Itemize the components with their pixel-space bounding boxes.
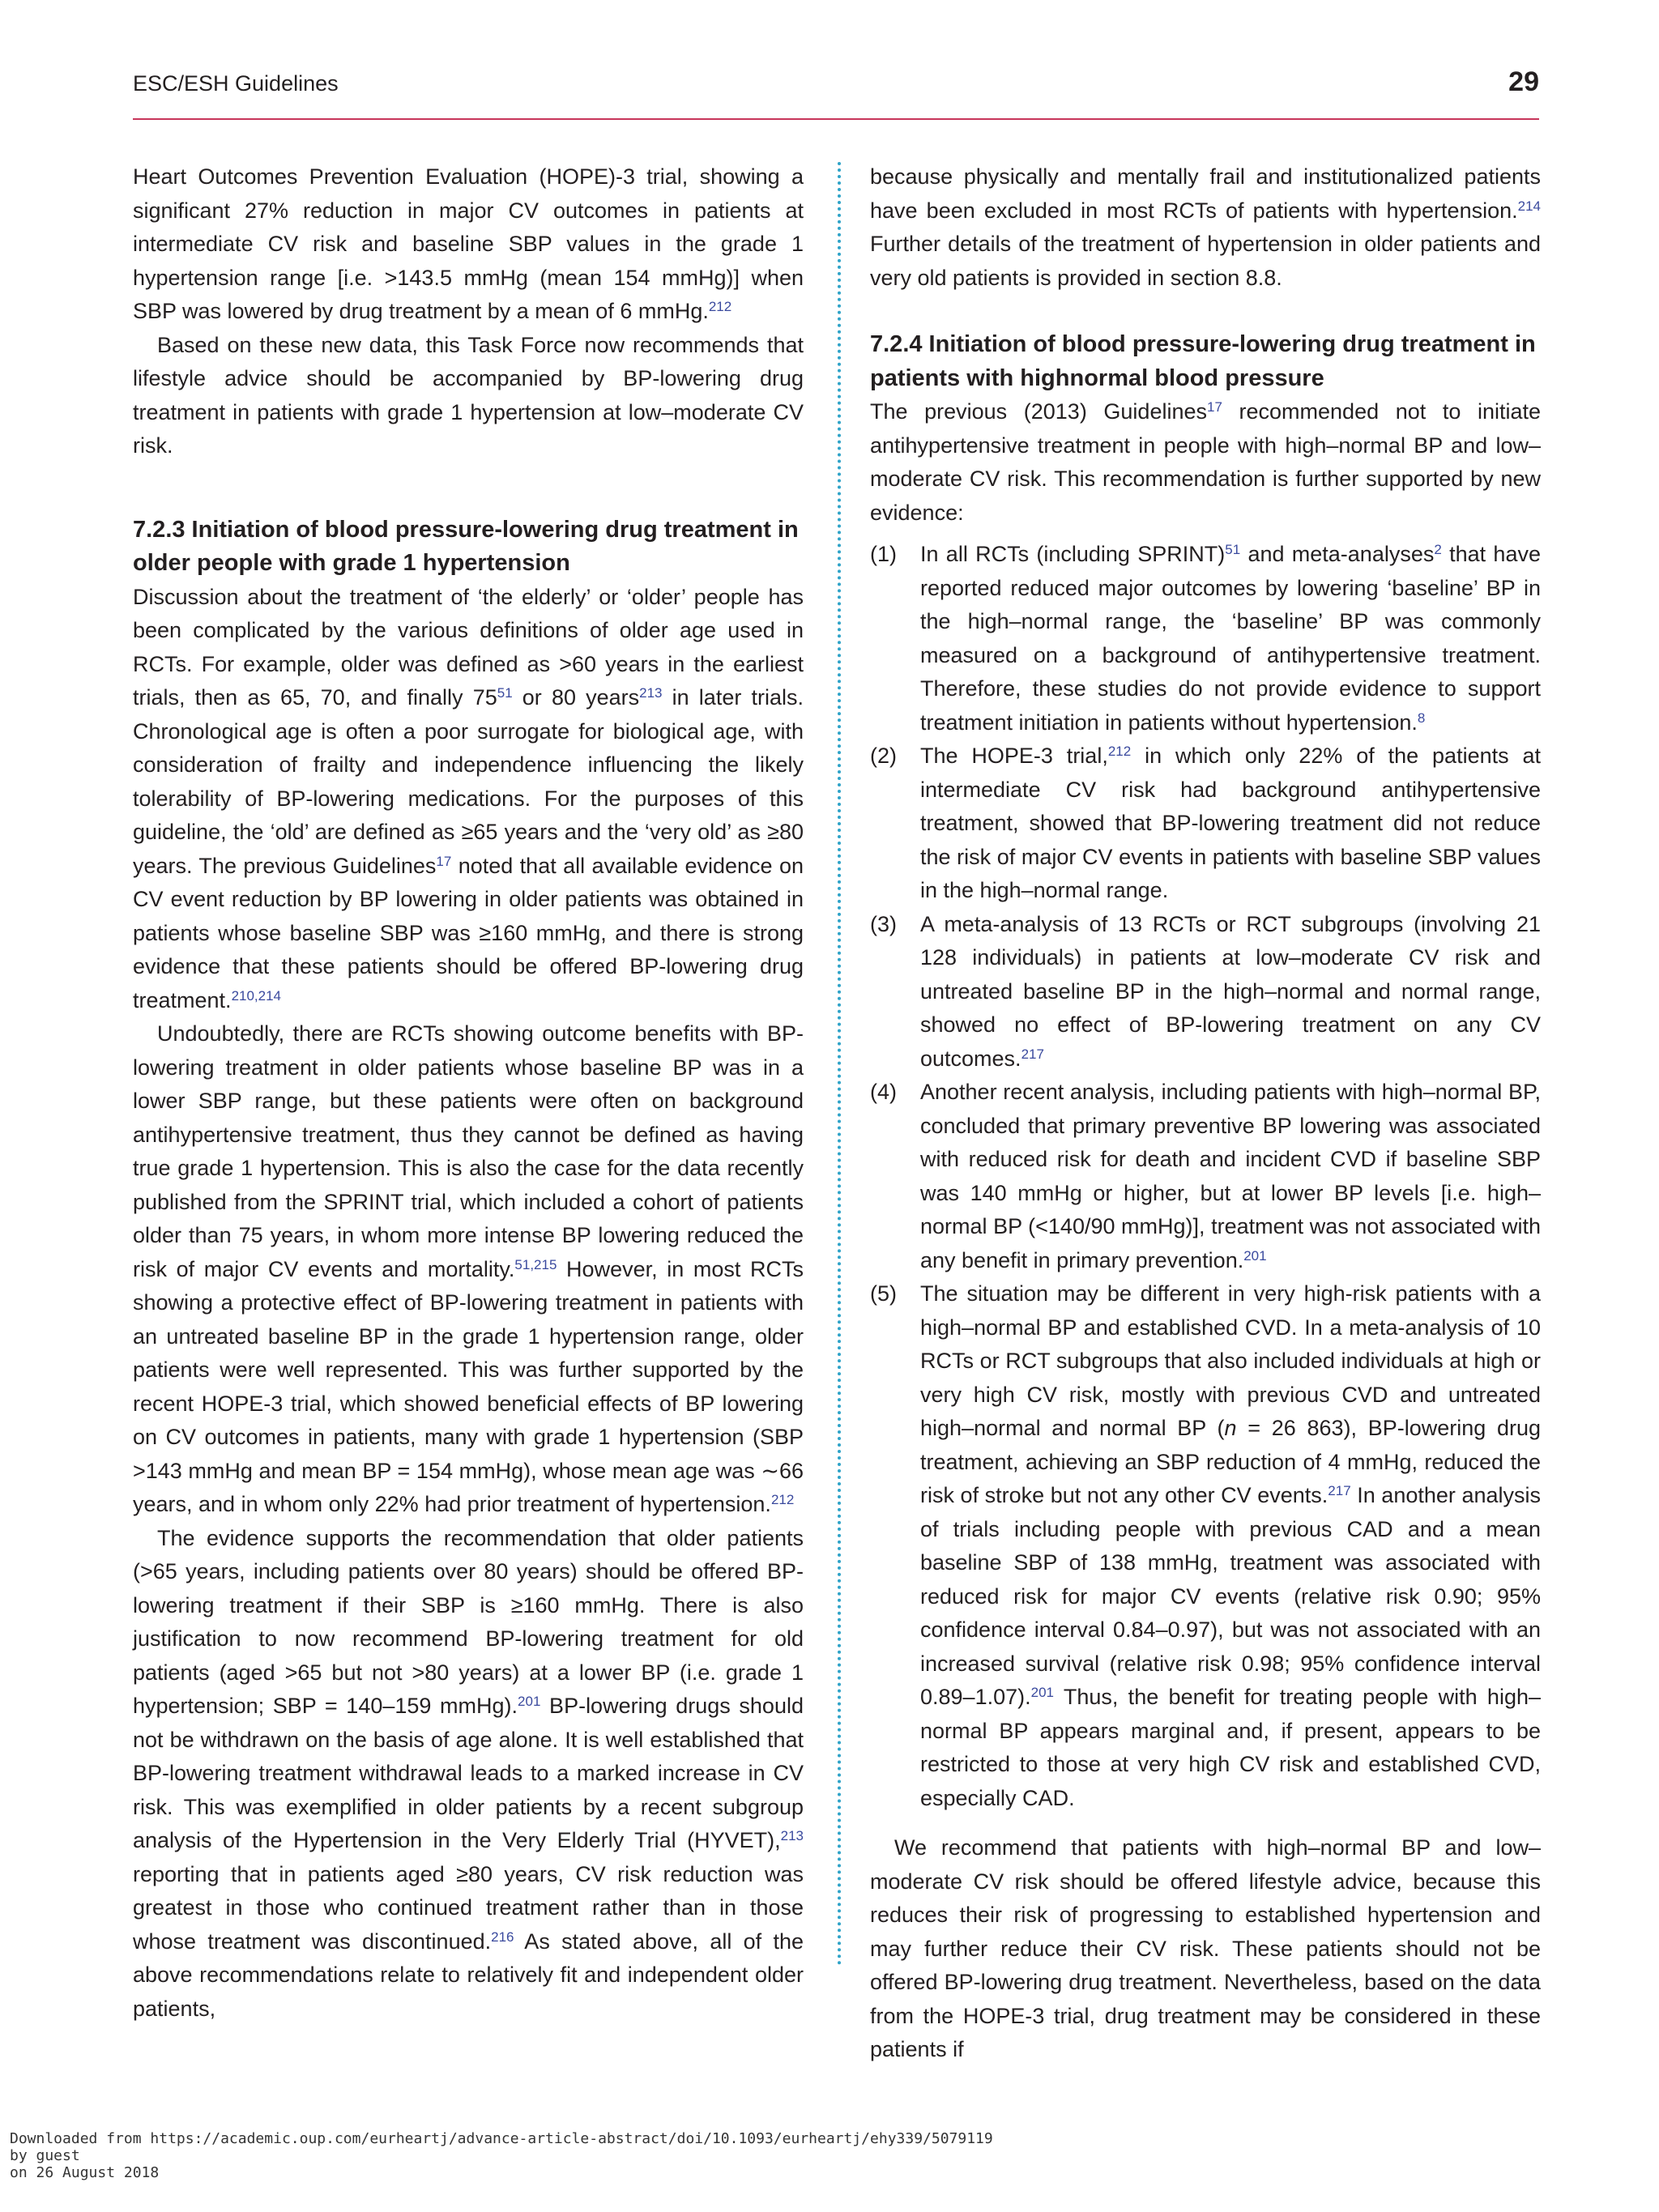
evidence-list (870, 538, 1541, 1815)
reference-link[interactable]: 212 (708, 299, 732, 314)
paragraph: Based on these new data, this Task Force now recommends that lifestyle advice should be accompanied by BP-lowering drug treatment in patients with grade 1 hypertension at low–moderate CV risk. (133, 332, 804, 458)
reference-link[interactable]: 201 (1030, 1685, 1054, 1700)
reference-link[interactable]: 210,214 (231, 987, 282, 1004)
list-number: (5) (870, 1281, 897, 1306)
header-rule (133, 118, 1539, 120)
text-span: or 80 years (512, 685, 640, 710)
paragraph: We recommend that patients with high–normal BP and low–moderate CV risk should be offered lifestyle advice, because this reduces their risk of progressing to established hypertension and may further reduce their CV risk. These patients should not be offered BP-lowering drug treatment. Nevertheless, based on the data from the HOPE-3 trial, drug treatment may be considered in these patients if (870, 1835, 1541, 2061)
text-span: BP-lowering drugs should not be withdrawn on the basis of age alone. It is well established that BP-lowering treatment withdrawal leads to a marked increase in CV risk. This was exemplified in older patients by a recent subgroup analysis of the Hypertension in the Very Elderly Trial (HYVET), (133, 1694, 804, 1852)
text-span: and meta-analyses (1240, 542, 1435, 566)
page-number: 29 (1508, 66, 1539, 97)
reference-link[interactable]: 8 (1417, 710, 1426, 726)
reference-link[interactable]: 214 (1517, 198, 1541, 214)
reference-link[interactable]: 51 (1225, 542, 1241, 557)
reference-link[interactable]: 201 (1243, 1247, 1267, 1264)
text-span: As stated above, all of the above recommendations relate to relatively fit and independent older patients, (133, 1929, 804, 2021)
paragraph (870, 160, 1541, 295)
paragraph (133, 1522, 804, 2027)
italic-symbol: n (1224, 1416, 1237, 1440)
text-span: Thus, the benefit for treating people with high–normal BP appears marginal and, if present, appears to be restricted to those at very high CV risk and established CVD, especially CAD. (920, 1685, 1541, 1810)
download-footer (10, 2130, 993, 2181)
reference-link[interactable]: 217 (1021, 1046, 1044, 1062)
text-span: The previous (2013) Guidelines (870, 399, 1207, 424)
list-number: (4) (870, 1080, 897, 1104)
evidence-item (870, 908, 1541, 1076)
right-column (870, 160, 1541, 2067)
text-span: The evidence supports the recommendation that older patients (>65 years, including patients over 80 years) should be offered BP-lowering treatment if their SBP is ≥160 mmHg. There is also justification to now recommend BP-lowering treatment for old patients (aged >65 but not >80 years) at a lower BP (i.e. grade 1 hypertension; SBP = 140–159 mmHg). (133, 1525, 804, 1718)
evidence-item (870, 739, 1541, 908)
section-heading-7-2-3: 7.2.3 Initiation of blood pressure-lowering drug treatment in older people with grade 1 hypertension (133, 516, 799, 576)
reference-link[interactable]: 201 (518, 1694, 541, 1709)
text-span: Undoubtedly, there are RCTs showing outcome benefits with BP-lowering treatment in older patients whose baseline BP was in a lower SBP range, but these patients were often on background antihypertensive treatment, thus they cannot be defined as having true grade 1 hypertension. This is also the case for the data recently published from the SPRINT trial, which included a cohort of patients older than 75 years, in whom more intense BP lowering reduced the risk of major CV events and mortality. (133, 1021, 804, 1281)
reference-link[interactable]: 2 (1434, 542, 1442, 557)
reference-link[interactable]: 213 (780, 1828, 804, 1843)
text-span: noted that all available evidence on CV event reduction by BP lowering in older patients was obtained in patients whose baseline SBP was ≥160 mmHg, and there is strong evidence that these patients should be offered BP-lowering drug treatment. (133, 853, 804, 1012)
text-span: Heart Outcomes Prevention Evaluation (HOPE)-3 trial, showing a significant 27% reduction in major CV outcomes in patients at intermediate CV risk and baseline SBP values in the grade 1 hypertension range [i.e. >143.5 mmHg (mean 154 mmHg)] when SBP was lowered by drug treatment by a mean of 6 mmHg. (133, 164, 804, 323)
text-span: Another recent analysis, including patients with high–normal BP, concluded that primary preventive BP lowering was associated with reduced risk for death and incident CVD if baseline SBP was 140 mmHg or higher, but at lower BP levels [i.e. high–normal BP (<140/90 mmHg)], treatment was not associated with any benefit in primary prevention. (920, 1080, 1541, 1272)
reference-link[interactable]: 17 (436, 853, 452, 869)
evidence-item (870, 538, 1541, 739)
download-date-line: on 26 August 2018 (10, 2164, 160, 2181)
text-span: The situation may be different in very high-risk patients with a high–normal BP and established CVD. In a meta-analysis of 10 RCTs or RCT subgroups that also included individuals at high or very high CV risk, mostly with previous CVD and untreated high–normal and normal BP ( (920, 1281, 1541, 1440)
text-span: in which only 22% of the patients at intermediate CV risk had background antihypertensive treatment, showed that BP-lowering treatment did not reduce the risk of major CV events in patients with baseline SBP values in the high–normal range. (920, 744, 1542, 902)
reference-link[interactable]: 212 (1107, 744, 1132, 759)
text-span: that have reported reduced major outcomes by lowering ‘baseline’ BP in the high–normal range, the ‘baseline’ BP was commonly measured on a background of antihypertensive treatment. Therefore, these studies do not provide evidence to support treatment initiation in patients without hypertension. (920, 542, 1541, 735)
download-url-line: Downloaded from https://academic.oup.com/eurheartj/advance-article-abstract/doi/10.1093/eurheartj/ehy339/5079119 (10, 2130, 993, 2147)
column-divider (838, 162, 841, 1967)
text-span: because physically and mentally frail and institutionalized patients have been excluded in most RCTs of patients with hypertension. (870, 164, 1541, 223)
reference-link[interactable]: 51 (497, 685, 513, 701)
list-number: (3) (870, 911, 897, 936)
evidence-item (870, 1076, 1541, 1277)
paragraph (133, 1017, 804, 1522)
reference-link[interactable]: 212 (770, 1492, 795, 1507)
list-number: (1) (870, 542, 897, 566)
text-span: However, in most RCTs showing a protective effect of BP-lowering treatment in patients with an untreated baseline BP in the grade 1 hypertension range, older patients were well represented. This was further supported by the recent HOPE-3 trial, which showed beneficial effects of BP lowering on CV outcomes in patients, many with grade 1 hypertension (SBP >143 mmHg and mean BP = 154 mmHg), whose mean age was ∼66 years, and in whom only 22% had prior treatment of hypertension. (133, 1256, 804, 1516)
text-span: reporting that in patients aged ≥80 years, CV risk reduction was greatest in those who continued treatment rather than in those whose treatment was discontinued. (133, 1861, 804, 1954)
reference-link[interactable]: 17 (1207, 399, 1222, 415)
page-header (133, 68, 1539, 100)
reference-link[interactable]: 216 (491, 1929, 514, 1945)
left-column (133, 160, 804, 2026)
text-span: A meta-analysis of 13 RCTs or RCT subgroups (involving 21 128 individuals) in patients at low–moderate CV risk and untreated baseline BP in the high–normal and normal range, showed no effect of BP-lowering treatment on any CV outcomes. (920, 911, 1541, 1071)
reference-link[interactable]: 51,215 (514, 1256, 557, 1272)
text-span: The HOPE-3 trial, (920, 744, 1108, 768)
reference-link[interactable]: 217 (1328, 1483, 1351, 1498)
paragraph (133, 160, 804, 329)
paragraph (133, 581, 804, 1018)
section-heading-7-2-4: 7.2.4 Initiation of blood pressure-lowering drug treatment in patients with highnormal blood pressure (870, 331, 1536, 391)
list-number: (2) (870, 744, 897, 768)
text-span: In all RCTs (including SPRINT) (920, 542, 1226, 566)
paragraph (870, 395, 1541, 530)
text-span: In another analysis of trials including people with previous CAD and a mean baseline SBP of 138 mmHg, treatment was associated with reduced risk for major CV events (relative risk 0.90; 95% confidence interval 0.84–0.97), but was not associated with an increased survival (relative risk 0.98; 95% confidence interval 0.89–1.07). (920, 1483, 1541, 1709)
text-span: in later trials. Chronological age is often a poor surrogate for biological age, with consideration of frailty and independence influencing the likely tolerability of BP-lowering medications. For the purposes of this guideline, the ‘old’ are defined as ≥65 years and the ‘very old’ as ≥80 years. The previous Guidelines (133, 685, 804, 878)
text-span: Discussion about the treatment of ‘the elderly’ or ‘older’ people has been complicated by the various definitions of older age used in RCTs. For example, older was defined as >60 years in the earliest trials, then as 65, 70, and finally 75 (133, 584, 804, 710)
download-user-line: by guest (10, 2147, 80, 2164)
reference-link[interactable]: 213 (639, 685, 663, 701)
running-title: ESC/ESH Guidelines (133, 71, 339, 96)
evidence-item (870, 1277, 1541, 1815)
text-span: = 26 863), BP-lowering drug treatment, achieving an SBP reduction of 4 mmHg, reduced the risk of stroke but not any other CV events. (920, 1416, 1542, 1507)
text-span: recommended not to initiate antihypertensive treatment in people with high–normal BP and low–moderate CV risk. This recommendation is further supported by new evidence: (870, 399, 1541, 525)
text-span: Further details of the treatment of hypertension in older patients and very old patients is provided in section 8.8. (870, 232, 1541, 290)
